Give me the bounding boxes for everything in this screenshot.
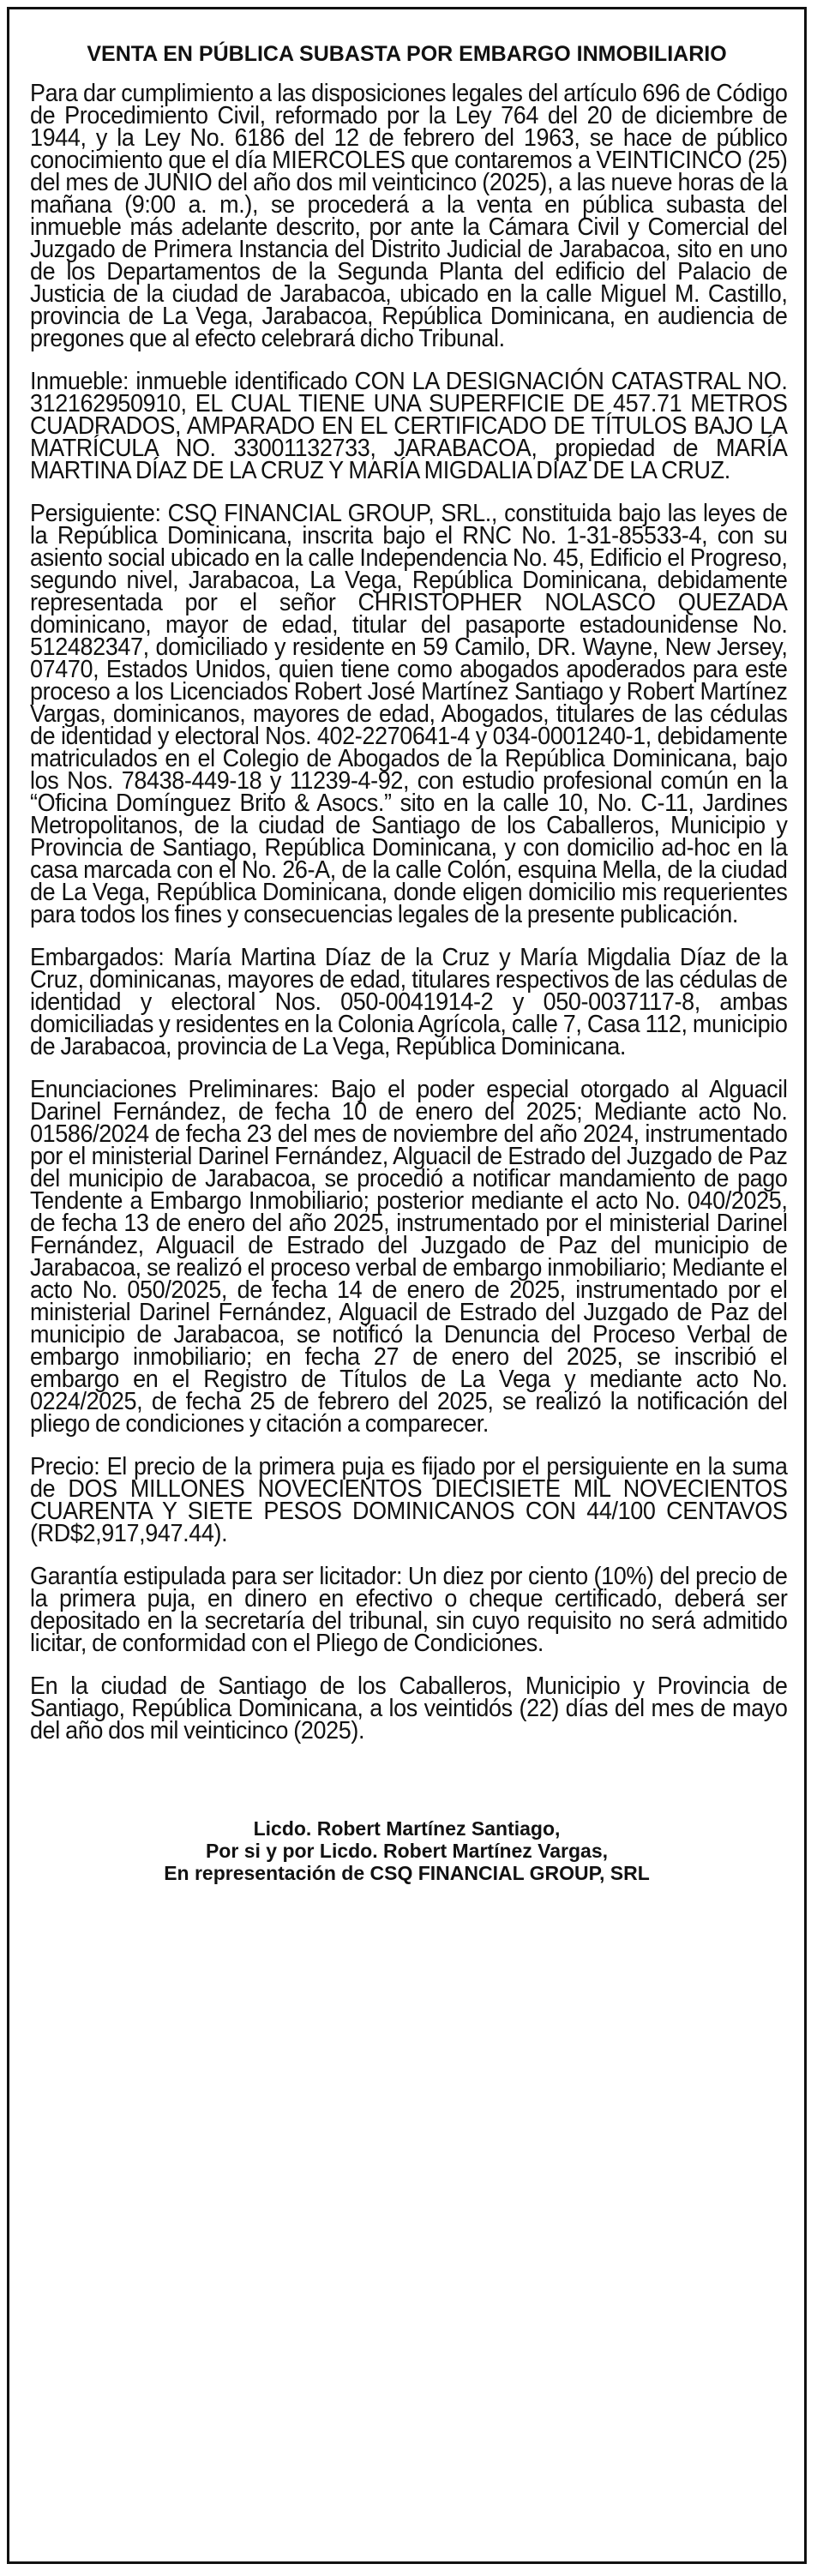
legal-notice: [7, 7, 807, 2564]
guarantee-paragraph: Garantía estipulada para ser licitador: Un diez por ciento (10%) del precio de la primera puja, en dinero en efectivo o cheque certificado, deberá ser depositado en la secretaría del tribunal, sin cuyo requisito no será admitido licitar, de conformidad con el Pliego de Condiciones.: [30, 1563, 788, 1657]
signature-line-representation: En representación de CSQ FINANCIAL GROUP, SRL: [164, 1862, 650, 1884]
intro-paragraph: Para dar cumplimiento a las disposiciones legales del artículo 696 de Código de Procedimiento Civil, reformado por la Ley 764 del 20 de diciembre de 1944, y la Ley No. 6186 del 12 de febrero del 1963, se hace de público conocimiento que el día MIERCOLES que contaremos a VEINTICINCO (25) del mes de JUNIO del año dos mil veinticinco (2025), a las nueve horas de la mañana (9:00 a. m.), se procederá a la venta en pública subasta del inmueble más adelante descrito, por ante la Cámara Civil y Comercial del Juzgado de Primera Instancia del Distrito Judicial de Jarabacoa, sito en uno de los Departamentos de la Segunda Planta del edificio del Palacio de Justicia de la ciudad de Jarabacoa, ubicado en la calle Miguel M. Castillo, provincia de La Vega, Jarabacoa, República Dominicana, en audiencia de pregones que al efecto celebrará dicho Tribunal.: [30, 80, 788, 352]
signature-block: [30, 1817, 784, 1884]
preliminary-statements-paragraph: Enunciaciones Preliminares: Bajo el poder especial otorgado al Alguacil Darinel Fernández, de fecha 10 de enero del 2025; Mediante acto No. 01586/2024 de fecha 23 del mes de noviembre del año 2024, instrumentado por el ministerial Darinel Fernández, Alguacil de Estrado del Juzgado de Paz del municipio de Jarabacoa, se procedió a notificar mandamiento de pago Tendente a Embargo Inmobiliario; posterior mediante el acto No. 040/2025, de fecha 13 de enero del año 2025, instrumentado por el ministerial Darinel Fernández, Alguacil de Estrado del Juzgado de Paz del municipio de Jarabacoa, se realizó el proceso verbal de embargo inmobiliario; Mediante el acto No. 050/2025, de fecha 14 de enero de 2025, instrumentado por el ministerial Darinel Fernández, Alguacil de Estrado del Juzgado de Paz del municipio de Jarabacoa, se notificó la Denuncia del Proceso Verbal de embargo inmobiliario; en fecha 27 de enero del 2025, se inscribió el embargo en el Registro de Títulos de La Vega y mediante acto No. 0224/2025, de fecha 25 de febrero del 2025, se realizó la notificación del pliego de condiciones y citación a comparecer.: [30, 1076, 788, 1438]
notice-title: VENTA EN PÚBLICA SUBASTA POR EMBARGO INMOBILIARIO: [87, 42, 727, 66]
signature-line-name: Licdo. Robert Martínez Santiago,: [253, 1817, 561, 1840]
property-paragraph: Inmueble: inmueble identificado CON LA DESIGNACIÓN CATASTRAL NO. 312162950910, EL CUAL TIENE UNA SUPERFICIE DE 457.71 METROS CUADRADOS, AMPARADO EN EL CERTIFICADO DE TÍTULOS BAJO LA MATRÍCULA NO. 33001132733, JARABACOA, propiedad de MARÍA MARTINA DÍAZ DE LA CRUZ Y MARÍA MIGDALIA DÍAZ DE LA CRUZ.: [30, 368, 788, 484]
signature-line-on-behalf: Por si y por Licdo. Robert Martínez Vargas,: [205, 1840, 609, 1862]
seized-parties-paragraph: Embargados: María Martina Díaz de la Cruz y María Migdalia Díaz de la Cruz, dominicanas, mayores de edad, titulares respectivos de las cédulas de identidad y electoral Nos. 050-0041914-2 y 050-0037117-8, ambas domiciliadas y residentes en la Colonia Agrícola, calle 7, Casa 112, municipio de Jarabacoa, provincia de La Vega, República Dominicana.: [30, 944, 788, 1060]
price-paragraph: Precio: El precio de la primera puja es fijado por el persiguiente en la suma de DOS MILLONES NOVECIENTOS DIECISIETE MIL NOVECIENTOS CUARENTA Y SIETE PESOS DOMINICANOS CON 44/100 CENTAVOS (RD$2,917,947.44).: [30, 1453, 788, 1547]
pursuer-paragraph: Persiguiente: CSQ FINANCIAL GROUP, SRL., constituida bajo las leyes de la República Dominicana, inscrita bajo el RNC No. 1-31-85533-4, con su asiento social ubicado en la calle Independencia No. 45, Edificio el Progreso, segundo nivel, Jarabacoa, La Vega, República Dominicana, debidamente representada por el señor CHRISTOPHER NOLASCO QUEZADA dominicano, mayor de edad, titular del pasaporte estadounidense No. 512482347, domiciliado y residente en 59 Camilo, DR. Wayne, New Jersey, 07470, Estados Unidos, quien tiene como abogados apoderados para este proceso a los Licenciados Robert José Martínez Santiago y Robert Martínez Vargas, dominicanos, mayores de edad, Abogados, titulares de las cédulas de identidad y electoral Nos. 402-2270641-4 y 034-0001240-1, debidamente matriculados en el Colegio de Abogados de la República Dominicana, bajo los Nos. 78438-449-18 y 11239-4-92, con estudio profesional común en la “Oficina Domínguez Brito & Asocs.” sito en la calle 10, No. C-11, Jardines Metropolitanos, de la ciudad de Santiago de los Caballeros, Municipio y Provincia de Santiago, República Dominicana, y con domicilio ad-hoc en la casa marcada con el No. 26-A, de la calle Colón, esquina Mella, de la ciudad de La Vega, República Dominicana, donde eligen domicilio mis requerientes para todos los fines y consecuencias legales de la presente publicación.: [30, 500, 788, 928]
closing-paragraph: En la ciudad de Santiago de los Caballeros, Municipio y Provincia de Santiago, República Dominicana, a los veintidós (22) días del mes de mayo del año dos mil veinticinco (2025).: [30, 1672, 788, 1744]
